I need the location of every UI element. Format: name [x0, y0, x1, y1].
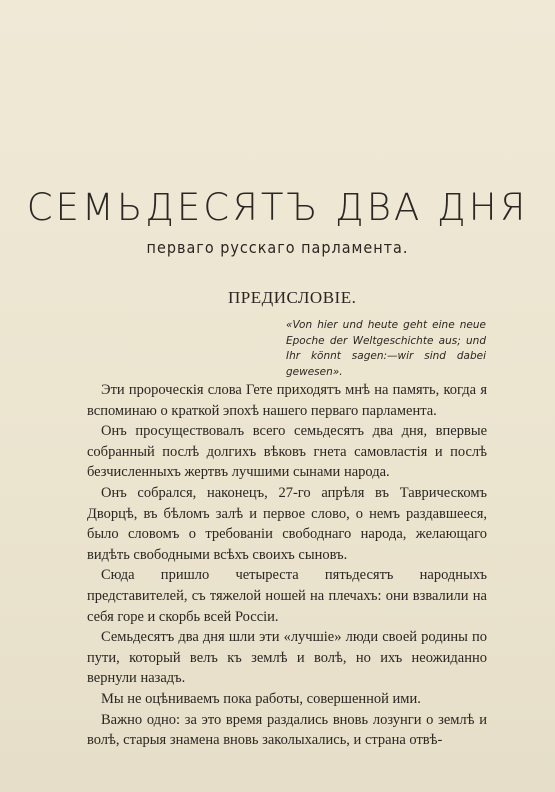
epigraph: «Von hier und heute geht eine neue Epoche der Weltgeschichte aus; und Ihr könnt sagen:—wir sind dabei gewesen». — [286, 319, 486, 378]
paragraph: Сюда пришло четыреста пятьдесятъ народныхъ представителей, съ тяжелой ношей на плечахъ: они взвалили на себя горе и скорбь всей Россіи. — [87, 567, 487, 625]
paragraph: Эти пророческія слова Гете приходятъ мнѣ на память, когда я вспоминаю о краткой эпохѣ нашего перваго парламента. — [87, 382, 487, 419]
paragraph: Онъ просуществовалъ всего семьдесятъ два дня, впервые собранный послѣ долгихъ вѣковъ гнета самовластія и послѣ безчисленныхъ жертвъ лучшими сынами народа. — [87, 423, 487, 481]
paragraph: Мы не оцѣниваемъ пока работы, совершенной ими. — [101, 690, 421, 707]
preface-body — [87, 380, 487, 751]
paragraph: Онъ собрался, наконецъ, 27-го апрѣля въ Таврическомъ Дворцѣ, въ бѣломъ залѣ и первое слово, о немъ раздавшееся, было словомъ о требованіи свободнаго народа, желающаго видѣть свободными всѣхъ своихъ сыновъ. — [87, 484, 487, 563]
book-subtitle: перваго русскаго парламента. — [146, 238, 409, 257]
preface-heading: ПРЕДИСЛОВІЕ. — [228, 288, 357, 307]
paragraph: Важно одно: за это время раздались вновь лозунги о землѣ и волѣ, старыя знамена вновь заколыхались, и страна отвѣ- — [87, 711, 487, 749]
book-title: СЕМЬДЕСЯТЪ ДВА ДНЯ — [26, 186, 529, 229]
paragraph: Семьдесятъ два дня шли эти «лучшіе» люди своей родины по пути, который велъ къ землѣ и волѣ, но ихъ неожиданно вернули назадъ. — [87, 629, 487, 687]
